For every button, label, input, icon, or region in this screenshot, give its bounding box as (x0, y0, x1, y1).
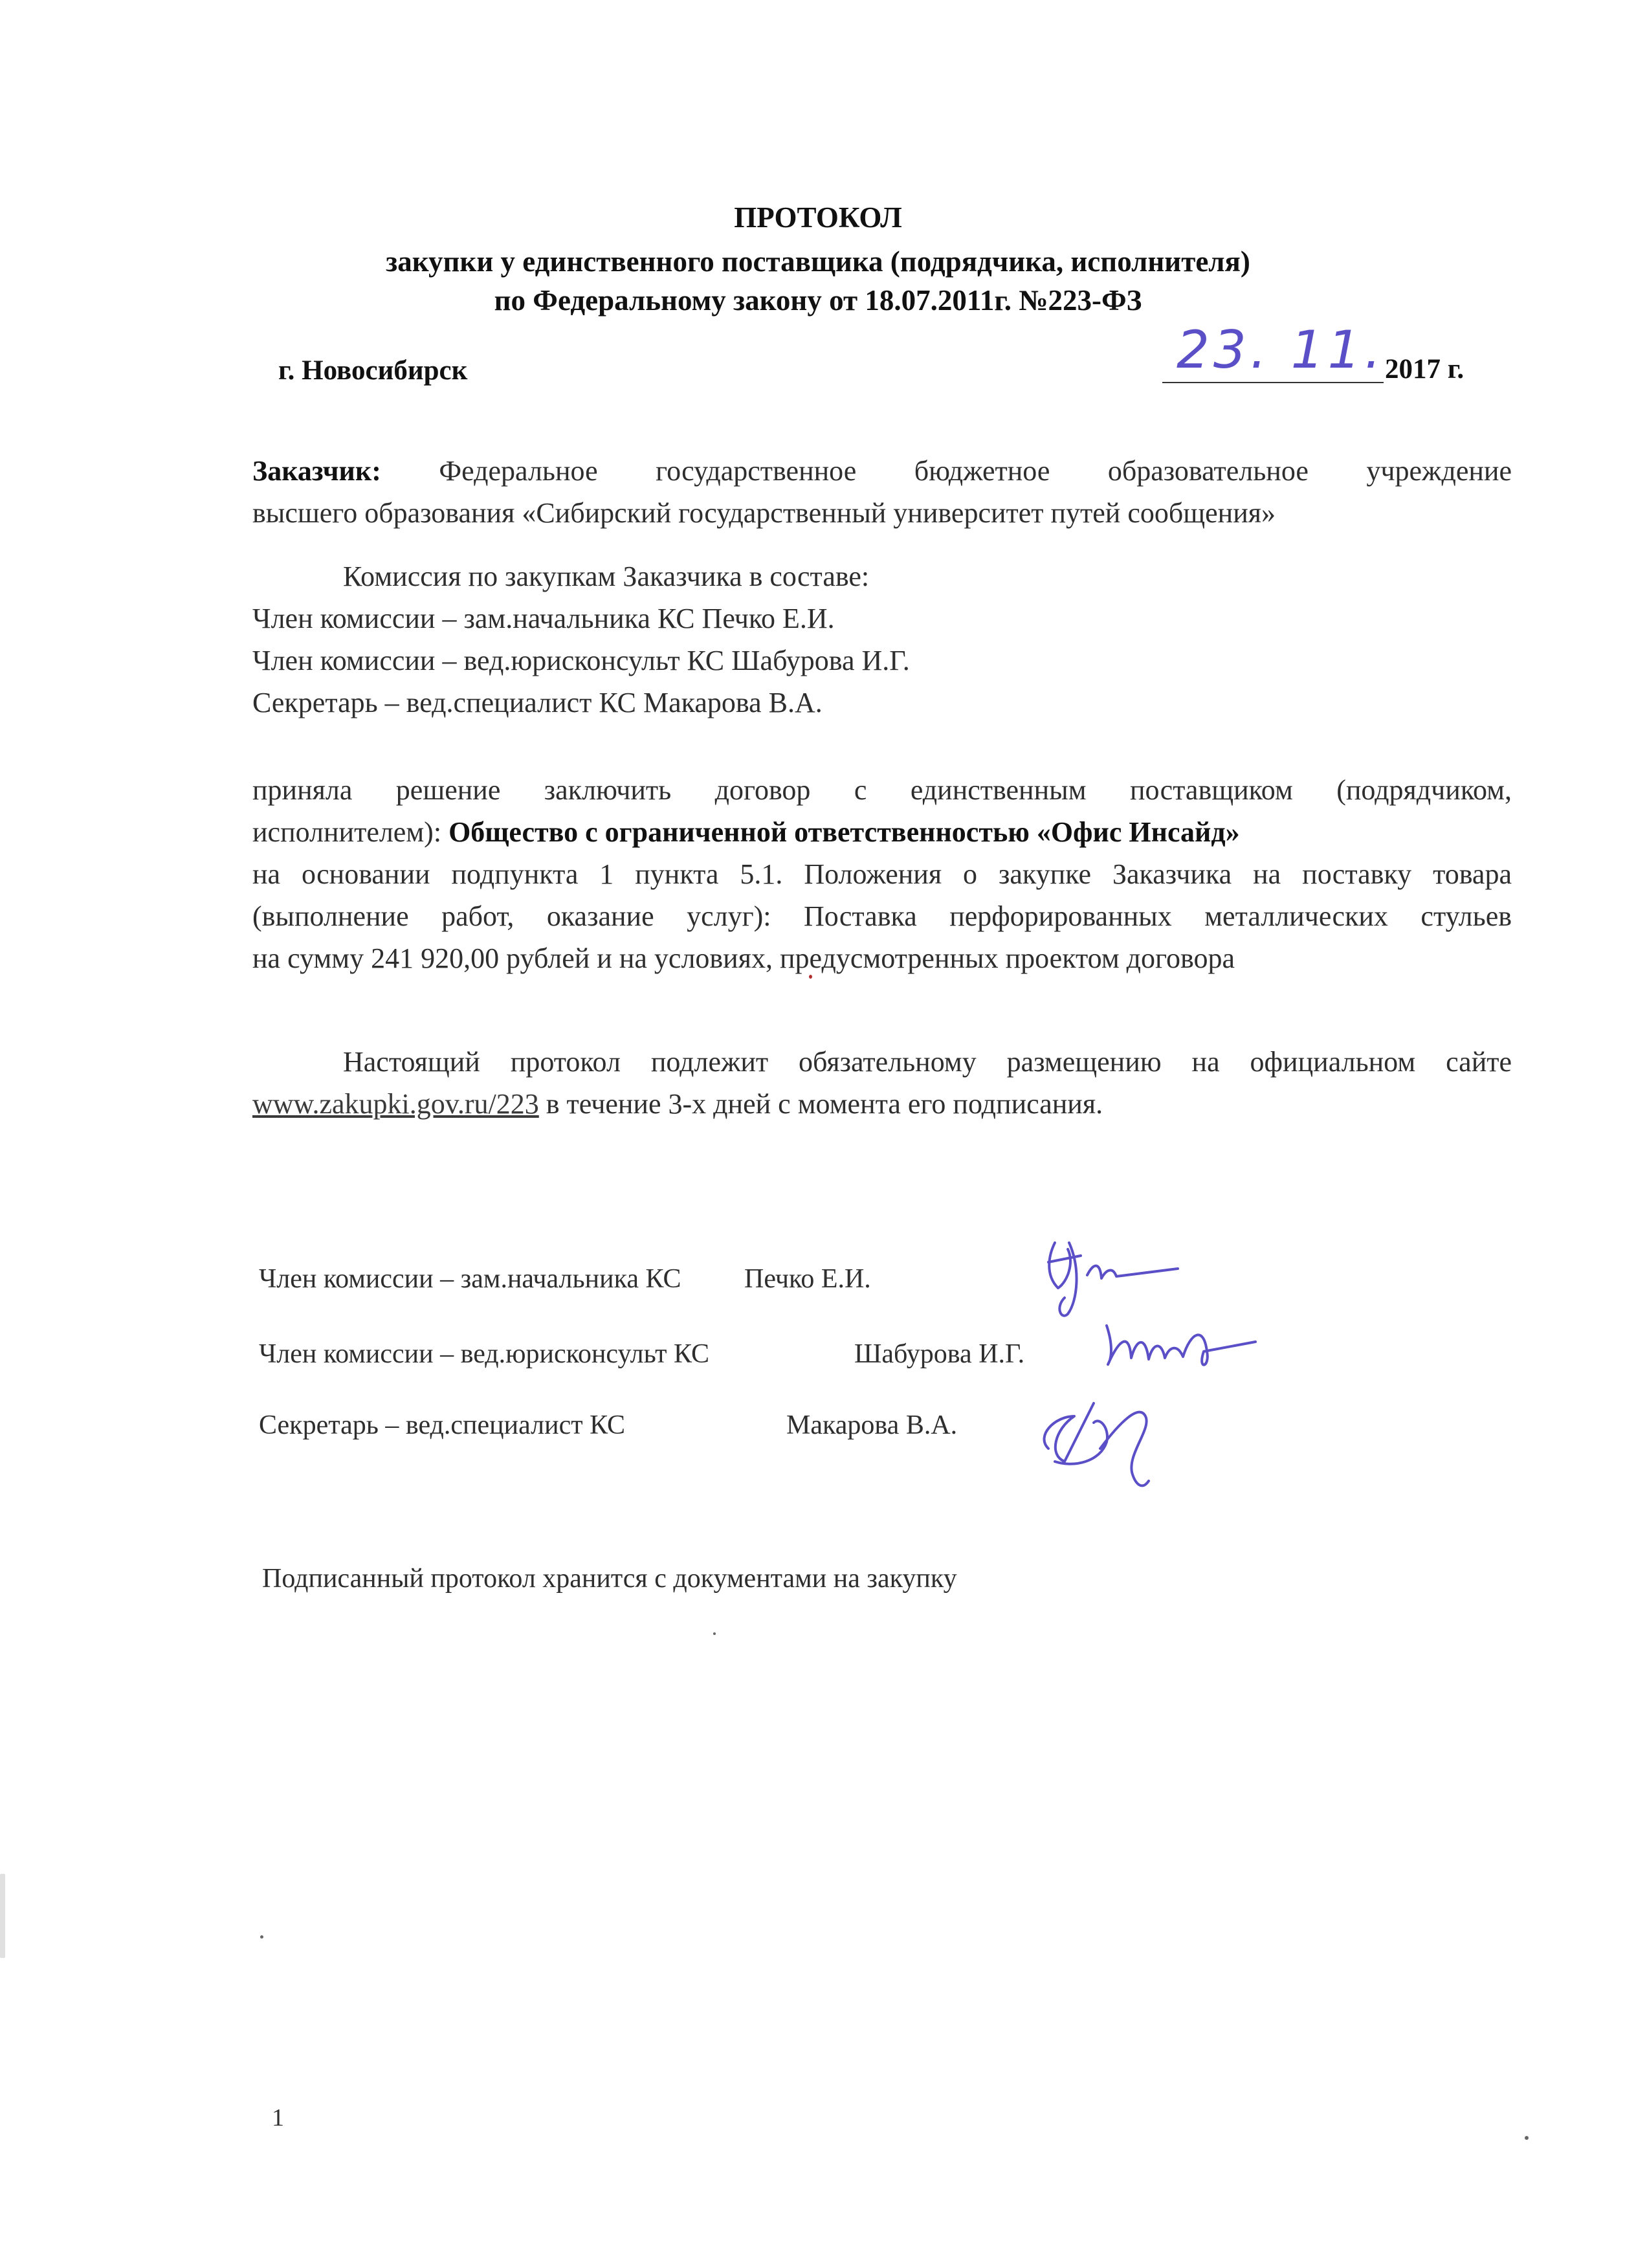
page-number: 1 (272, 2104, 284, 2131)
commission-member-2: Член комиссии – вед.юрисконсульт КС Шабурова И.Г. (252, 645, 910, 676)
document-title: ПРОТОКОЛ (734, 201, 902, 234)
scan-edge-shadow (0, 1874, 5, 1958)
handwritten-date (1173, 318, 1386, 381)
year: 2017 г. (1385, 354, 1465, 384)
decision-line-2-prefix: исполнителем): (252, 816, 442, 848)
customer-line-2: высшего образования «Сибирский государственный университет путей сообщения» (252, 497, 1276, 529)
signature-role-1: Член комиссии – зам.начальника КС (259, 1264, 681, 1294)
signature-name-3: Макарова В.А. (786, 1410, 958, 1440)
publication-line-1: Настоящий протокол подлежит обязательному размещению на официальном сайте (343, 1046, 1512, 1078)
commission-member-3: Секретарь – вед.специалист КС Макарова В.А. (252, 687, 823, 718)
decision-line-4: (выполнение работ, оказание услуг): Поставка перфорированных металлических стульев (252, 900, 1512, 932)
signature-role-2: Член комиссии – вед.юрисконсульт КС (259, 1339, 710, 1369)
supplier-name: Общество с ограниченной ответственностью «Офис Инсайд» (448, 816, 1240, 848)
publication-paragraph (252, 1041, 1512, 1125)
customer-line-1: Федеральное государственное бюджетное образовательное учреждение (439, 455, 1512, 487)
commission-intro: Комиссия по закупкам Заказчика в составе: (343, 561, 870, 592)
scan-speck (1525, 2136, 1529, 2140)
signature-name-1: Печко Е.И. (744, 1264, 871, 1294)
customer-label: Заказчик: (252, 455, 381, 487)
city: г. Новосибирск (278, 355, 468, 386)
signature-row-3 (259, 1410, 625, 1441)
commission-block (252, 555, 1512, 724)
footer-note: Подписанный протокол хранится с документами на закупку (262, 1564, 957, 1594)
signature-shaburova (1094, 1306, 1262, 1377)
signature-role-3: Секретарь – вед.специалист КС (259, 1410, 626, 1440)
signature-name-2: Шабурова И.Г. (854, 1339, 1025, 1369)
signature-row-1 (259, 1263, 681, 1295)
publication-line-2-suffix: в течение 3-х дней с момента его подписания. (538, 1088, 1103, 1120)
document-subtitle-1: закупки у единственного поставщика (подрядчика, исполнителя) (386, 245, 1250, 278)
customer-paragraph (252, 450, 1512, 534)
signature-row-2 (259, 1339, 709, 1370)
svg-text:23. 11.: 23. 11. (1177, 320, 1385, 380)
decision-line-5: на сумму 241 920,00 рублей и на условиях, предусмотренных проектом договора (252, 942, 1235, 974)
signature-makarova (1029, 1377, 1171, 1500)
decision-paragraph (252, 769, 1512, 979)
zakupki-link[interactable]: www.zakupki.gov.ru/223 (252, 1088, 539, 1120)
scan-speck (809, 975, 812, 979)
decision-line-1: приняла решение заключить договор с единственным поставщиком (подрядчиком, (252, 774, 1512, 806)
scan-speck (260, 1935, 263, 1939)
decision-line-3: на основании подпункта 1 пункта 5.1. Положения о закупке Заказчика на поставку товара (252, 858, 1512, 890)
commission-member-1: Член комиссии – зам.начальника КС Печко Е.И. (252, 603, 835, 634)
date-underline (1162, 382, 1384, 383)
document-subtitle-2: по Федеральному закону от 18.07.2011г. №223-ФЗ (494, 284, 1142, 317)
scan-speck (713, 1632, 716, 1635)
